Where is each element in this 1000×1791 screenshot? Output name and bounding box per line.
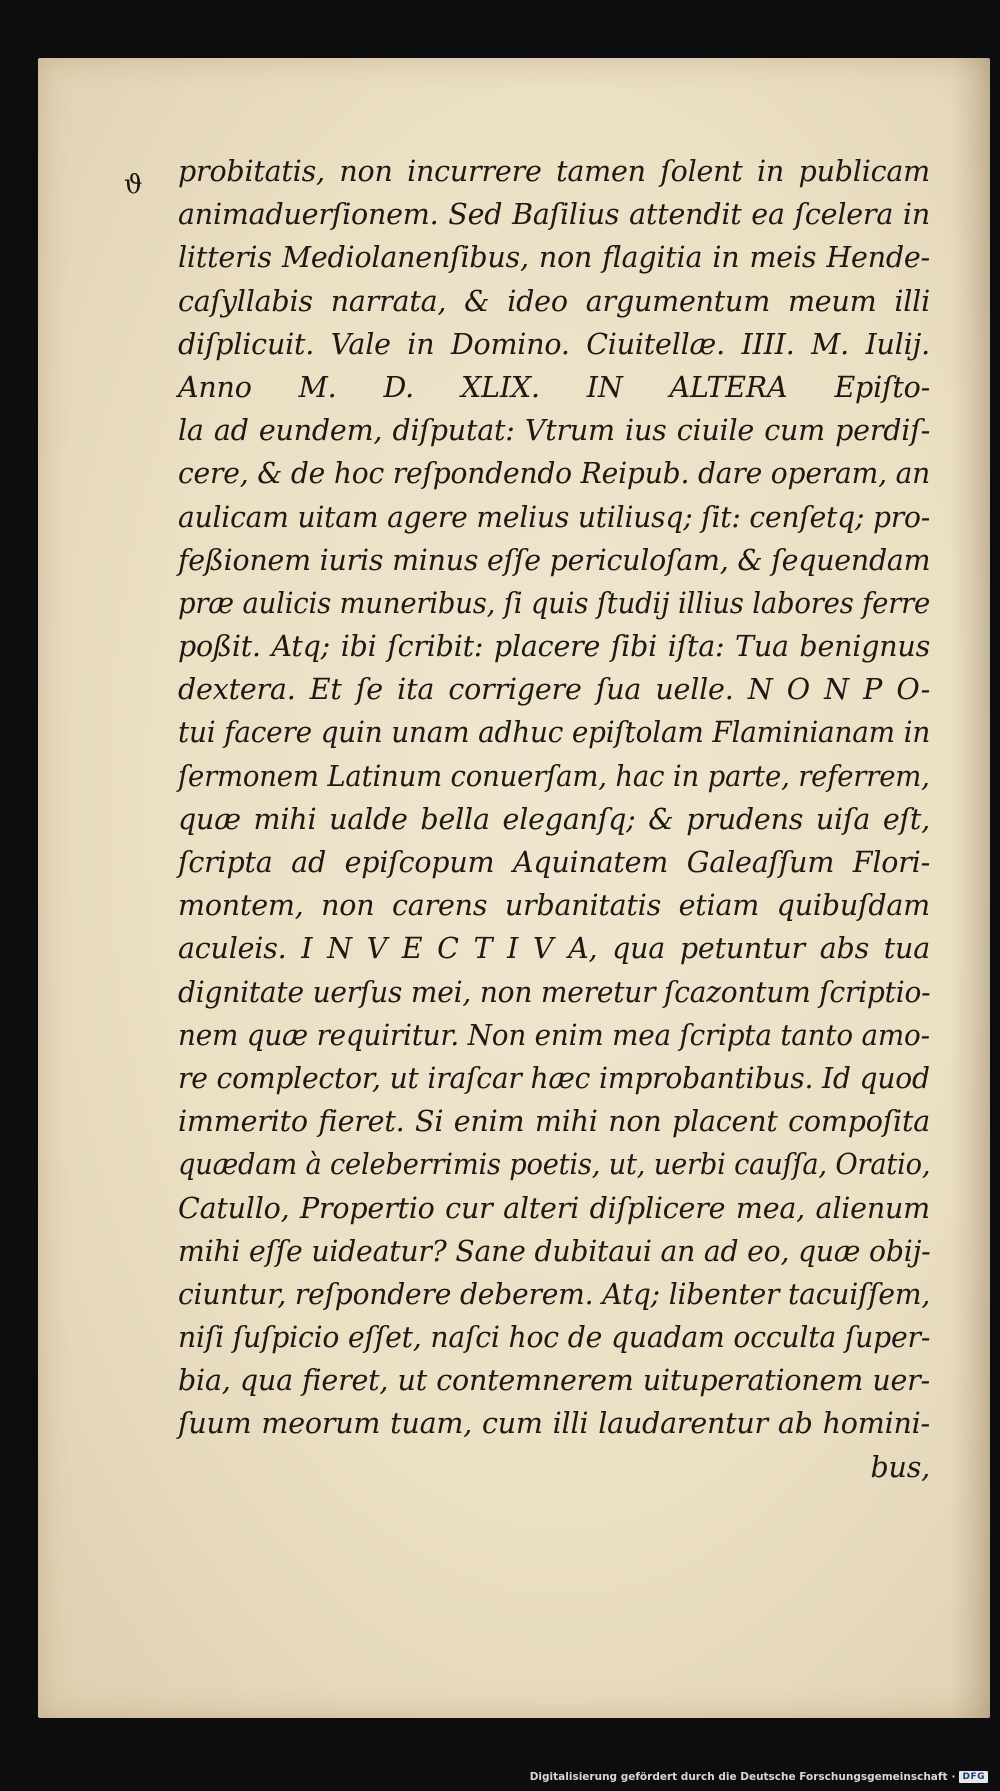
text-line: dextera. Et ſe ita corrigere ſua uelle. N O N P O-: [178, 673, 930, 707]
page-text: [178, 150, 930, 1489]
text-line: ſuum meorum tuam, cum illi laudarentur ab homini-: [178, 1407, 930, 1441]
text-line: cere, & de hoc reſpondendo Reipub. dare operam, an: [178, 457, 931, 491]
text-line: dignitate uerſus mei, non meretur ſcazontum ſcriptio-: [178, 975, 931, 1009]
text-line: niſi ſuſpicio eſſet, naſci hoc de quadam occulta ſuper-: [178, 1321, 931, 1355]
text-line: tui facere quin unam adhuc epiſtolam Flaminianam in: [178, 716, 931, 750]
text-line: immerito fieret. Si enim mihi non placent compoſita: [178, 1105, 930, 1139]
text-line: poßit. Atq; ibi ſcribit: placere ſibi iſta: Tua benignus: [178, 630, 930, 664]
dfg-logo: DFG: [959, 1771, 988, 1783]
text-line: præ aulicis muneribus, ſi quis ſtudij illius labores ferre: [178, 586, 931, 620]
text-line: ciuntur, reſpondere deberem. Atq; libenter tacuiſſem,: [178, 1277, 931, 1311]
text-line: diſplicuit. Vale in Domino. Ciuitellæ. IIII. M. Iulij.: [178, 327, 930, 361]
page-signature-mark: ϑ: [124, 170, 143, 200]
text-line: litteris Mediolanenſibus, non flagitia in meis Hende-: [178, 241, 930, 275]
text-line: montem, non carens urbanitatis etiam quibuſdam: [178, 889, 930, 923]
text-line: quæ mihi ualde bella eleganſq; & prudens uiſa eſt,: [178, 802, 930, 836]
text-line: mihi eſſe uideatur? Sane dubitaui an ad eo, quæ obij-: [178, 1234, 931, 1268]
text-line: quædam à celeberrimis poetis, ut, uerbi cauſſa, Oratio,: [178, 1148, 931, 1182]
text-line: re complector, ut iraſcar hæc improbantibus. Id quod: [178, 1061, 930, 1095]
text-line: Anno M. D. XLIX. IN ALTERA Epiſto-: [178, 370, 930, 404]
text-line: aculeis. I N V E C T I V A, qua petuntur abs tua: [178, 932, 930, 966]
text-line: probitatis, non incurrere tamen ſolent in publicam: [178, 155, 930, 188]
text-line: nem quæ requiritur. Non enim mea ſcripta tanto amo-: [178, 1018, 930, 1052]
text-line: la ad eundem, diſputat: Vtrum ius ciuile cum perdiſ-: [178, 414, 930, 448]
text-line: caſyllabis narrata, & ideo argumentum meum illi: [178, 284, 930, 318]
text-line: ſermonem Latinum conuerſam, hac in parte, referrem,: [178, 759, 930, 793]
text-line: bia, qua fieret, ut contemnerem uituperationem uer-: [178, 1364, 930, 1398]
catchword: bus,: [870, 1450, 930, 1484]
credit-text: Digitalisierung gefördert durch die Deutsche Forschungsgemeinschaft: [529, 1771, 948, 1783]
text-line: ſcripta ad epiſcopum Aquinatem Galeaſſum Flori-: [178, 846, 930, 879]
text-line: aulicam uitam agere melius utiliusq; ſit: cenſetq; pro-: [178, 500, 931, 534]
digitization-credit: [530, 1771, 988, 1783]
text-line: Catullo, Propertio cur alteri diſplicere mea, alienum: [178, 1191, 930, 1225]
credit-separator: ·: [951, 1771, 956, 1783]
text-line: animaduerſionem. Sed Baſilius attendit ea ſcelera in: [178, 198, 930, 232]
text-line: feßionem iuris minus eſſe periculoſam, & ſequendam: [178, 543, 931, 577]
